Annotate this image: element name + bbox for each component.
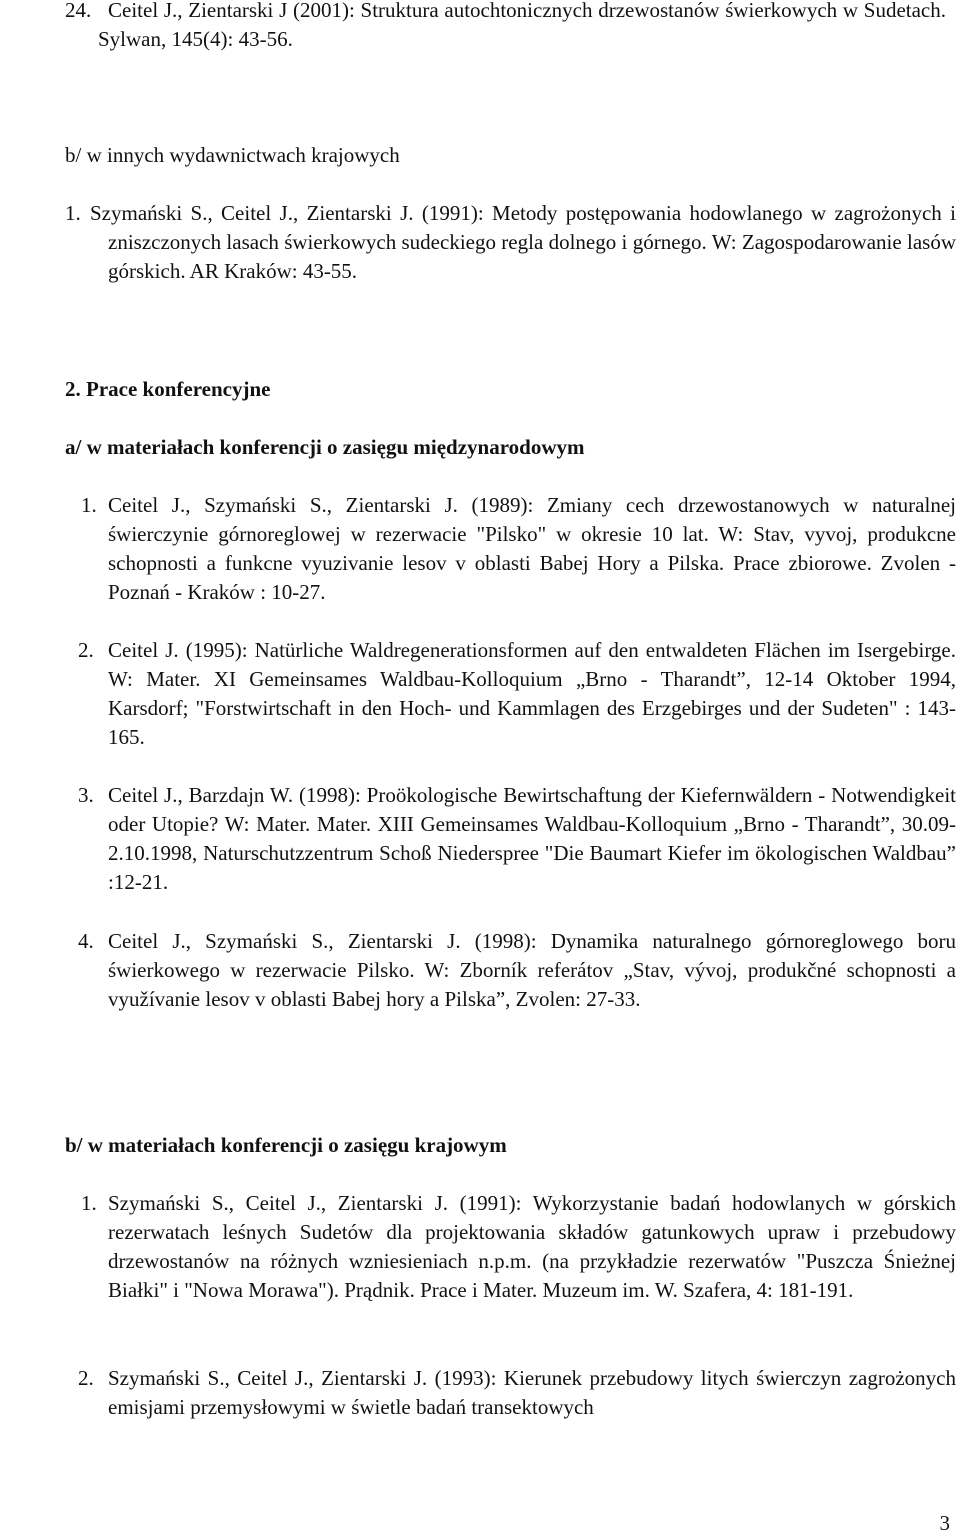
- entry-number: 1.: [81, 493, 97, 517]
- entry-number: 1.: [65, 201, 81, 225]
- entry-number: 4.: [78, 929, 94, 953]
- entry-text: Szymański S., Ceitel J., Zientarski J. (1991): Metody postępowania hodowlanego w zagrożonych i zniszczonych lasach świerkowych sudeckiego regla dolnego i górnego. W: Zagospodarowanie lasów górskich. AR Kraków: 43-55.: [90, 201, 956, 283]
- entry-text: Ceitel J., Szymański S., Zientarski J. (1989): Zmiany cech drzewostanowych w naturalnej świerczynie górnoreglowej w rezerwacie "Pilsko" w okresie 10 lat. W: Stav, vyvoj, produkcne schopnosti a funkcne vyuzivanie lesov v oblasti Babej Hory a Pilska. Prace zbiorowe. Zvolen - Poznań - Kraków : 10-27.: [108, 493, 956, 604]
- subsection-heading: b/ w materiałach konferencji o zasięgu krajowym: [65, 1133, 507, 1157]
- entry-text: Ceitel J., Zientarski J (2001): Struktura autochtonicznych drzewostanów świerkowych w Sudetach. Sylwan, 145(4): 43-56.: [98, 0, 946, 51]
- entry-text: Szymański S., Ceitel J., Zientarski J. (1993): Kierunek przebudowy litych świerczyn zagrożonych emisjami przemysłowymi w świetle badań transektowych: [108, 1366, 956, 1419]
- entry-number: 2.: [78, 638, 94, 662]
- entry-text: Ceitel J., Szymański S., Zientarski J. (1998): Dynamika naturalnego górnoreglowego boru świerkowego w rezerwacie Pilsko. W: Zborník referátov „Stav, vývoj, produkčné schopnosti a využívanie lesov v oblasti Babej hory a Pilska”, Zvolen: 27-33.: [108, 929, 956, 1011]
- subsection-heading: a/ w materiałach konferencji o zasięgu międzynarodowym: [65, 435, 585, 459]
- entry-text: Szymański S., Ceitel J., Zientarski J. (1991): Wykorzystanie badań hodowlanych w górskich rezerwatach leśnych Sudetów dla projektowania składów gatunkowych upraw i przebudowy drzewostanów na różnych wzniesieniach n.p.m. (na przykładzie rezerwatów "Puszcza Śnieżnej Białki" i "Nowa Morawa"). Prądnik. Prace i Mater. Muzeum im. W. Szafera, 4: 181-191.: [108, 1191, 956, 1302]
- entry-number: 24.: [65, 0, 92, 22]
- entry-text: Ceitel J. (1995): Natürliche Waldregenerationsformen auf den entwaldeten Flächen im Isergebirge. W: Mater. XI Gemeinsames Waldbau-Kolloquium „Brno - Tharandt”, 12-14 Oktober 1994, Karsdorf; "Forstwirtschaft in den Hoch- und Kammlagen des Erzgebirges und der Sudeten" : 143-165.: [108, 638, 956, 749]
- entry-text: Ceitel J., Barzdajn W. (1998): Proökologische Bewirtschaftung der Kiefernwäldern - Notwendigkeit oder Utopie? W: Mater. Mater. XIII Gemeinsames Waldbau-Kolloquium „Brno - Tharandt”, 30.09-2.10.1998, Naturschutzzentrum Schoß Niederspree "Die Baumart Kiefer im ökologischen Waldbau” :12-21.: [108, 783, 956, 894]
- page-number: 3: [939, 1511, 950, 1535]
- entry-number: 2.: [78, 1366, 94, 1390]
- subsection-heading: b/ w innych wydawnictwach krajowych: [65, 143, 400, 167]
- entry-number: 3.: [78, 783, 94, 807]
- entry-number: 1.: [81, 1191, 97, 1215]
- section-heading: 2. Prace konferencyjne: [65, 377, 271, 401]
